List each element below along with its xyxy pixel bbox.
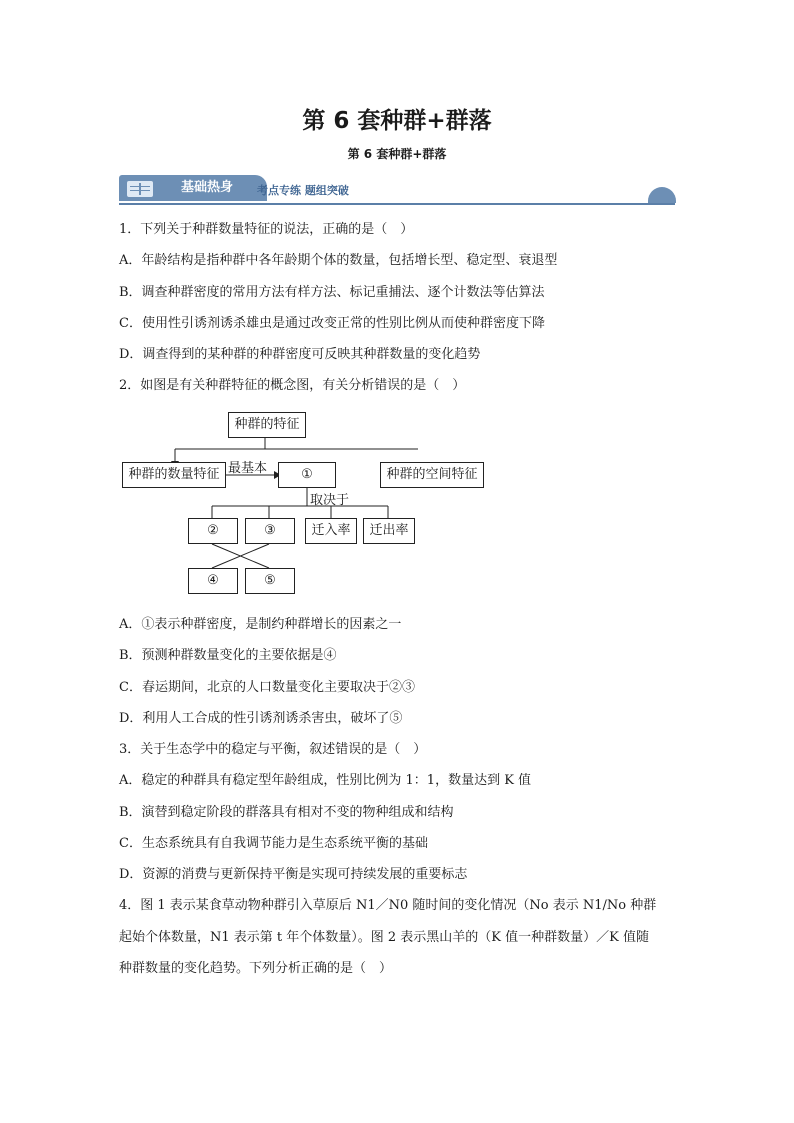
diagram-node-2: ② [188, 518, 238, 544]
diagram-node-spatial: 种群的空间特征 [380, 462, 484, 488]
diagram-node-5: ⑤ [245, 568, 295, 594]
diagram-node-4: ④ [188, 568, 238, 594]
question-1-stem: 1．下列关于种群数量特征的说法，正确的是（ ） [119, 222, 414, 237]
diagram-node-quantity: 种群的数量特征 [122, 462, 226, 488]
section-banner [119, 174, 675, 208]
question-4-stem-line-2: 起始个体数量，N1 表示第 t 年个体数量）。图 2 表示黑山羊的（K 值一种群数量）／K 值随 [119, 930, 649, 945]
banner-subtitle: 考点专练 题组突破 [257, 184, 349, 197]
edge-label-basic: 最基本 [228, 461, 268, 476]
diagram-node-root: 种群的特征 [228, 412, 306, 438]
question-1-option-d: D．调查得到的某种群的种群密度可反映其种群数量的变化趋势 [119, 347, 481, 362]
banner-tab [119, 175, 267, 201]
diagram-node-3: ③ [245, 518, 295, 544]
question-1-option-b: B．调查种群密度的常用方法有样方法、标记重捕法、逐个计数法等估算法 [119, 285, 545, 300]
diagram-node-1: ① [278, 462, 336, 488]
question-2-option-c: C．春运期间，北京的人口数量变化主要取决于②③ [119, 680, 415, 695]
question-2-option-d: D．利用人工合成的性引诱剂诱杀害虫，破坏了⑤ [119, 711, 403, 726]
edge-label-depends: 取决于 [310, 493, 350, 508]
page-subtitle: 第 6 套种群+群落 [347, 147, 447, 161]
banner-divider [119, 203, 675, 205]
question-3-option-d: D．资源的消费与更新保持平衡是实现可持续发展的重要标志 [119, 867, 468, 882]
question-1-option-a: A．年龄结构是指种群中各年龄期个体的数量，包括增长型、稳定型、衰退型 [119, 253, 558, 268]
question-4-stem-line-3: 种群数量的变化趋势。下列分析正确的是（ ） [119, 961, 393, 976]
book-icon [127, 181, 153, 197]
page-title: 第 6 套种群+群落 [302, 108, 492, 134]
diagram-node-immigration: 迁入率 [305, 518, 357, 544]
question-4-stem-line-1: 4．图 1 表示某食草动物种群引入草原后 N1／N0 随时间的变化情况（No 表示 N1/No 种群 [119, 898, 657, 913]
diagram-node-emigration: 迁出率 [363, 518, 415, 544]
question-2-option-b: B．预测种群数量变化的主要依据是④ [119, 648, 337, 663]
question-2-option-a: A．①表示种群密度，是制约种群增长的因素之一 [119, 617, 402, 632]
question-3-option-b: B．演替到稳定阶段的群落具有相对不变的物种组成和结构 [119, 805, 454, 820]
banner-tab-label: 基础热身 [181, 180, 234, 195]
question-3-option-c: C．生态系统具有自我调节能力是生态系统平衡的基础 [119, 836, 428, 851]
question-3-stem: 3．关于生态学中的稳定与平衡，叙述错误的是（ ） [119, 742, 427, 757]
question-3-option-a: A．稳定的种群具有稳定型年龄组成，性别比例为 1：1，数量达到 K 值 [119, 773, 532, 788]
question-2-stem: 2．如图是有关种群特征的概念图，有关分析错误的是（ ） [119, 378, 466, 393]
question-1-option-c: C．使用性引诱剂诱杀雄虫是通过改变正常的性别比例从而使种群密度下降 [119, 316, 545, 331]
dome-decoration [648, 187, 676, 203]
